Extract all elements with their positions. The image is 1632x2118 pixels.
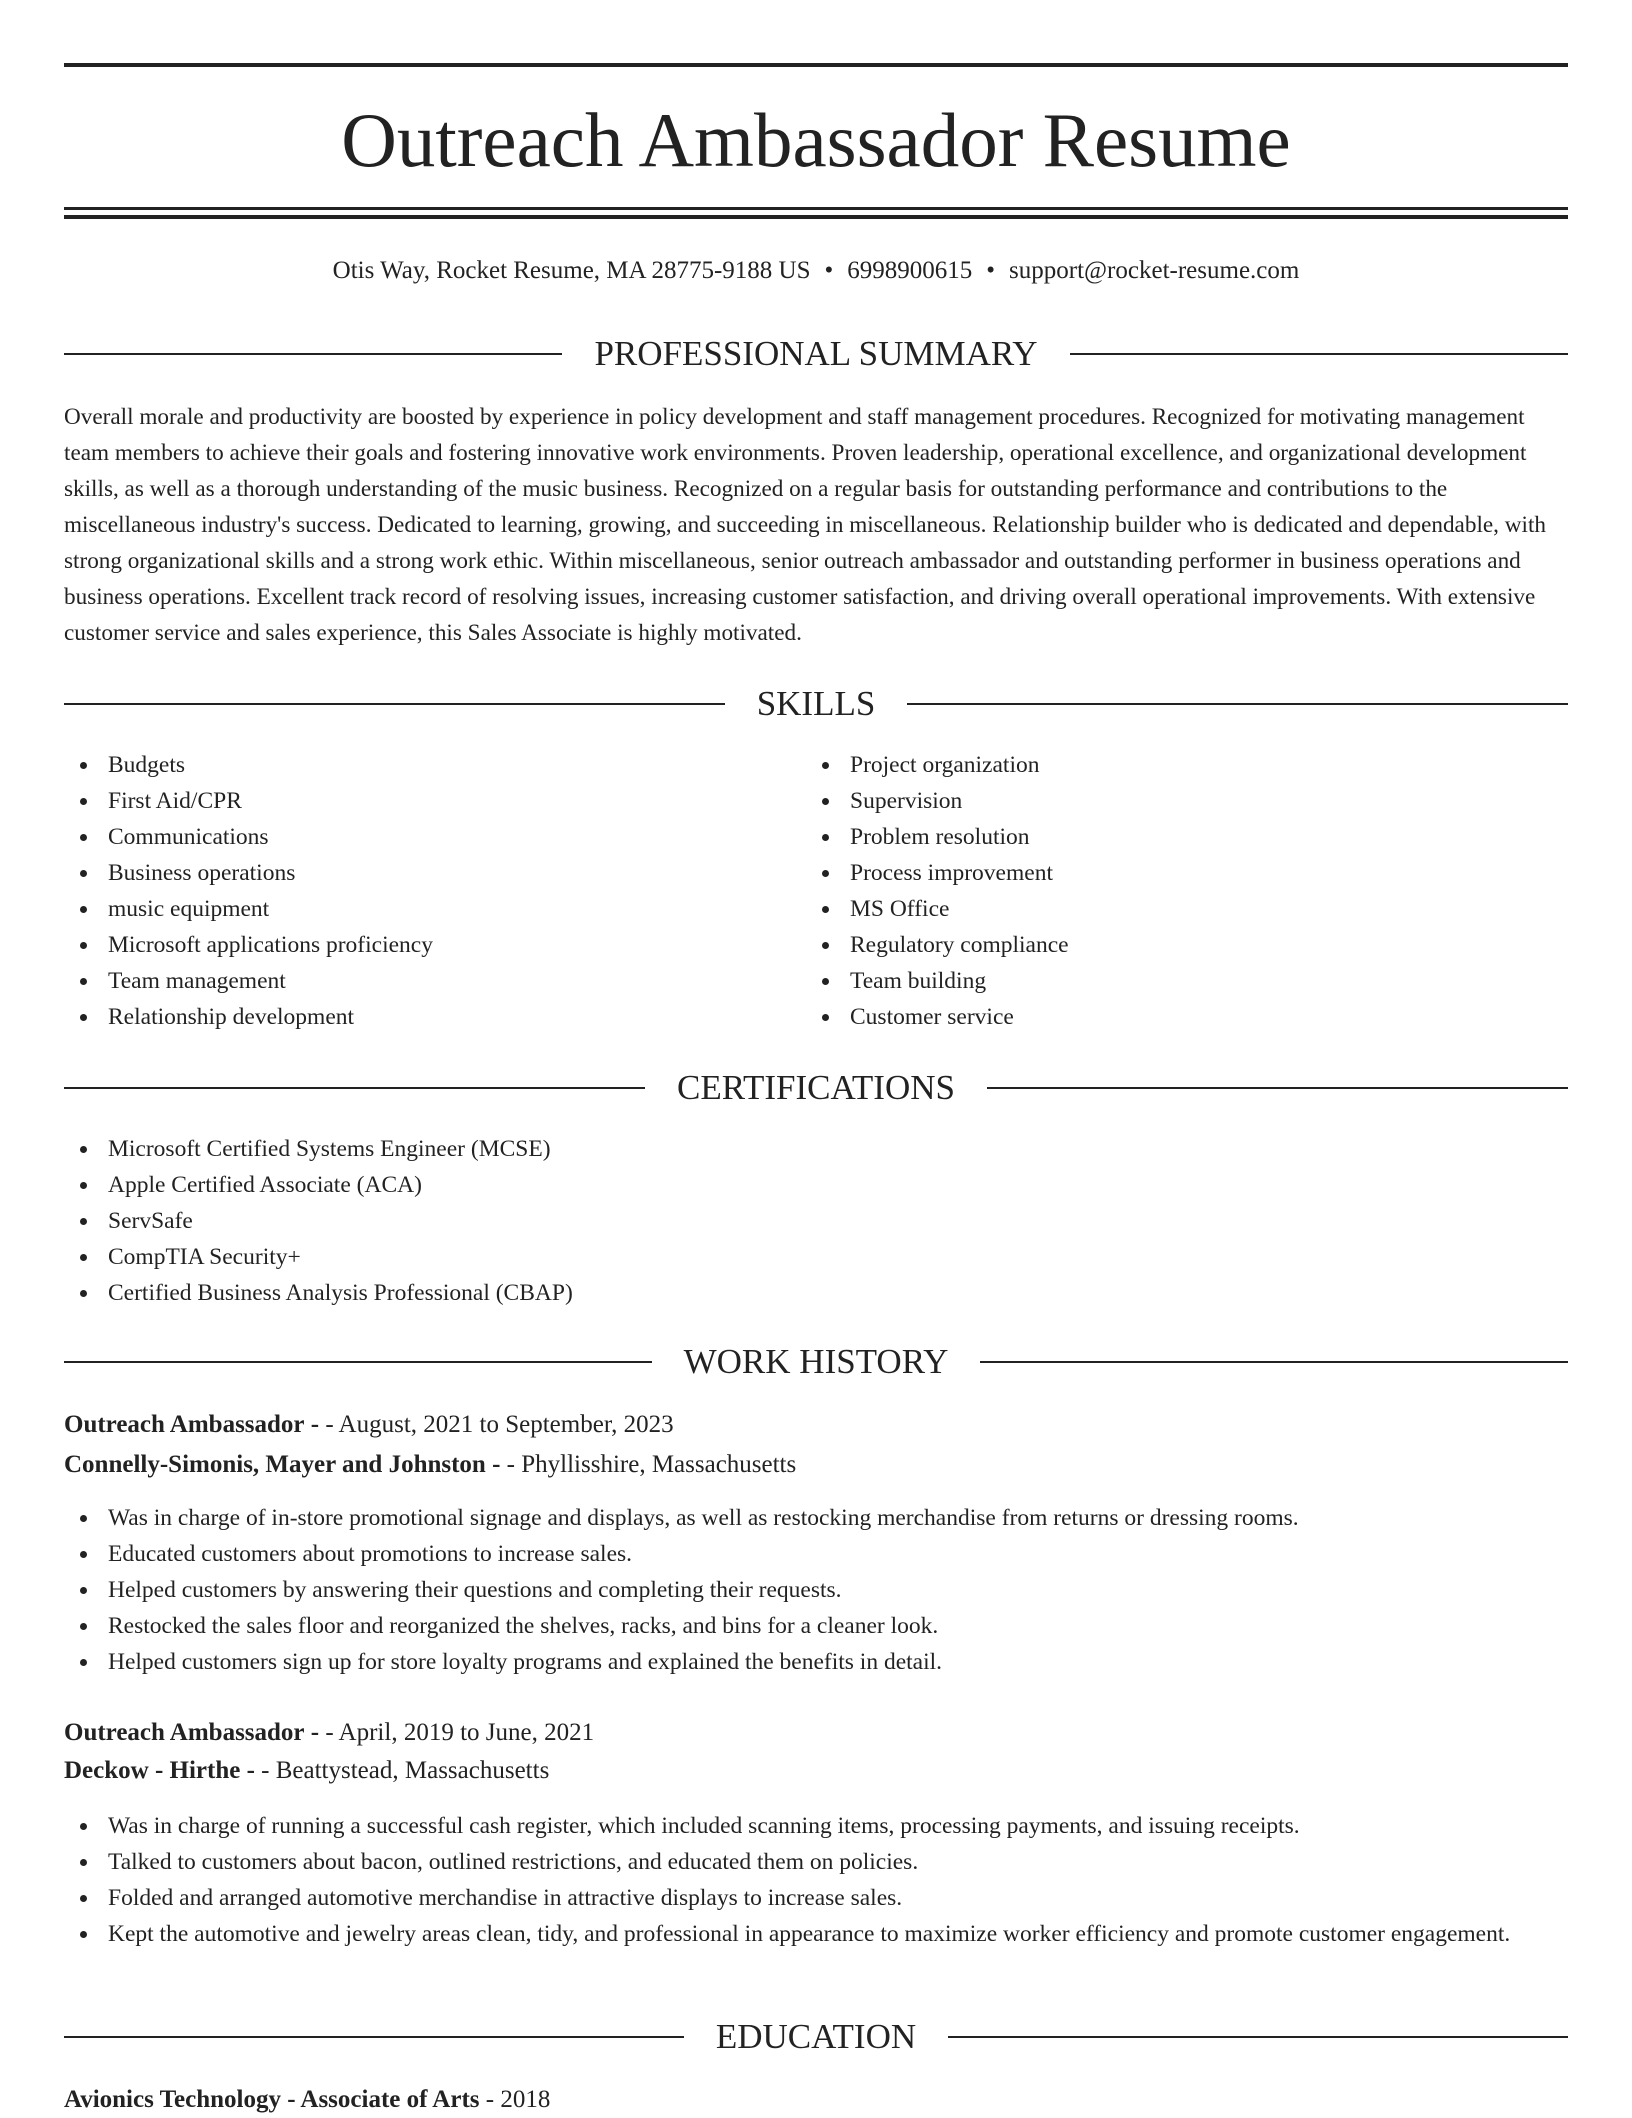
section-heading-certifications — [64, 1066, 1568, 1110]
title-rule-upper — [64, 207, 1568, 210]
contact-address: Otis Way, Rocket Resume, MA 28775-9188 US — [332, 257, 811, 284]
contact-line — [64, 254, 1568, 288]
section-heading-education — [64, 2015, 1568, 2059]
heading-rule — [907, 703, 1568, 705]
heading-rule — [948, 2036, 1568, 2038]
section-title: WORK HISTORY — [683, 1342, 949, 1381]
contact-separator: • — [986, 257, 996, 284]
certification-item: CompTIA Security+ — [64, 1239, 1568, 1275]
heading-rule — [980, 1361, 1568, 1363]
job-bullet: Was in charge of running a successful cash register, which included scanning items, processing payments, and issuing receipts. — [64, 1808, 1544, 1844]
skills-list-right — [806, 747, 1566, 1035]
job-bullets — [64, 1500, 1544, 1680]
certification-item: Microsoft Certified Systems Engineer (MCSE) — [64, 1131, 1568, 1167]
job-dates: - April, 2019 to June, 2021 — [319, 1719, 595, 1746]
contact-phone: 6998900615 — [847, 257, 973, 284]
job-title-line: Outreach Ambassador - - April, 2019 to June, 2021 — [64, 1719, 595, 1746]
certifications-list — [64, 1131, 1568, 1311]
job-bullet: Kept the automotive and jewelry areas clean, tidy, and professional in appearance to maximize worker efficiency and promote customer engagement. — [64, 1916, 1544, 1952]
skill-item: Regulatory compliance — [806, 927, 1566, 963]
job-bullets — [64, 1808, 1544, 1952]
certification-item: ServSafe — [64, 1203, 1568, 1239]
skill-item: Project organization — [806, 747, 1566, 783]
job-company-line: Connelly-Simonis, Mayer and Johnston - - Phyllisshire, Massachusetts — [64, 1451, 797, 1478]
skill-item: Microsoft applications proficiency — [64, 927, 784, 963]
heading-rule — [64, 353, 562, 355]
contact-separator: • — [824, 257, 834, 284]
skill-item: First Aid/CPR — [64, 783, 784, 819]
summary-text: Overall morale and productivity are boosted by experience in policy development and staff management procedures. Recognized for motivating management team members to achieve their goals and fostering innovative work environments. Proven leadership, operational excellence, and organizational development skills, as well as a thorough understanding of the music business. Recognized on a regular basis for outstanding performance and contributions to the miscellaneous industry's success. Dedicated to learning, growing, and succeeding in miscellaneous. Relationship builder who is dedicated and dependable, with strong organizational skills and a strong work ethic. Within miscellaneous, senior outreach ambassador and outstanding performer in business operations and business operations. Excellent track record of resolving issues, increasing customer satisfaction, and driving overall operational improvements. With extensive customer service and sales experience, this Sales Associate is highly motivated. — [64, 404, 1546, 646]
job-company: Deckow - Hirthe — [64, 1757, 241, 1784]
section-title: CERTIFICATIONS — [677, 1068, 955, 1107]
skill-item: Process improvement — [806, 855, 1566, 891]
section-title: SKILLS — [756, 684, 876, 723]
job-bullet: Folded and arranged automotive merchandise in attractive displays to increase sales. — [64, 1880, 1544, 1916]
job-title-line: Outreach Ambassador - - August, 2021 to September, 2023 — [64, 1411, 674, 1438]
job-bullet: Restocked the sales floor and reorganized the shelves, racks, and bins for a cleaner look. — [64, 1608, 1544, 1644]
skill-item: Problem resolution — [806, 819, 1566, 855]
skill-item: Team building — [806, 963, 1566, 999]
job-company-line: Deckow - Hirthe - - Beattystead, Massachusetts — [64, 1757, 550, 1784]
education-year: - 2018 — [479, 2086, 551, 2113]
section-title: PROFESSIONAL SUMMARY — [594, 334, 1038, 373]
section-heading-skills — [64, 682, 1568, 726]
heading-rule — [64, 1087, 645, 1089]
job-bullet: Helped customers sign up for store loyalty programs and explained the benefits in detail. — [64, 1644, 1544, 1680]
skill-item: Relationship development — [64, 999, 784, 1035]
top-rule — [64, 63, 1568, 67]
skill-item: Business operations — [64, 855, 784, 891]
skills-list-left — [64, 747, 784, 1035]
education-degree: Avionics Technology - Associate of Arts — [64, 2086, 480, 2113]
skill-item: MS Office — [806, 891, 1566, 927]
skill-item: Team management — [64, 963, 784, 999]
job-bullet: Talked to customers about bacon, outlined restrictions, and educated them on policies. — [64, 1844, 1544, 1880]
heading-rule — [64, 703, 725, 705]
skill-item: music equipment — [64, 891, 784, 927]
heading-rule — [987, 1087, 1568, 1089]
contact-email: support@rocket-resume.com — [1009, 257, 1300, 284]
job-bullet: Was in charge of in-store promotional signage and displays, as well as restocking merchandise from returns or dressing rooms. — [64, 1500, 1544, 1536]
job-bullet: Helped customers by answering their questions and completing their requests. — [64, 1572, 1544, 1608]
skill-item: Customer service — [806, 999, 1566, 1035]
education-line — [64, 2082, 1568, 2118]
heading-rule — [64, 2036, 684, 2038]
job-title: Outreach Ambassador — [64, 1411, 305, 1438]
job-title: Outreach Ambassador — [64, 1719, 305, 1746]
skill-item: Budgets — [64, 747, 784, 783]
skill-item: Supervision — [806, 783, 1566, 819]
section-heading-summary — [64, 332, 1568, 376]
section-heading-work-history — [64, 1340, 1568, 1384]
heading-rule — [64, 1361, 652, 1363]
job-location: - Phyllisshire, Massachusetts — [500, 1451, 797, 1478]
job-dates: - August, 2021 to September, 2023 — [319, 1411, 674, 1438]
section-title: EDUCATION — [715, 2017, 917, 2056]
skill-item: Communications — [64, 819, 784, 855]
job-bullet: Educated customers about promotions to increase sales. — [64, 1536, 1544, 1572]
title-rule-lower — [64, 215, 1568, 219]
heading-rule — [1070, 353, 1568, 355]
job-location: - Beattystead, Massachusetts — [254, 1757, 550, 1784]
certification-item: Apple Certified Associate (ACA) — [64, 1167, 1568, 1203]
page-title: Outreach Ambassador Resume — [341, 97, 1291, 183]
certification-item: Certified Business Analysis Professional (CBAP) — [64, 1275, 1568, 1311]
job-company: Connelly-Simonis, Mayer and Johnston — [64, 1451, 486, 1478]
